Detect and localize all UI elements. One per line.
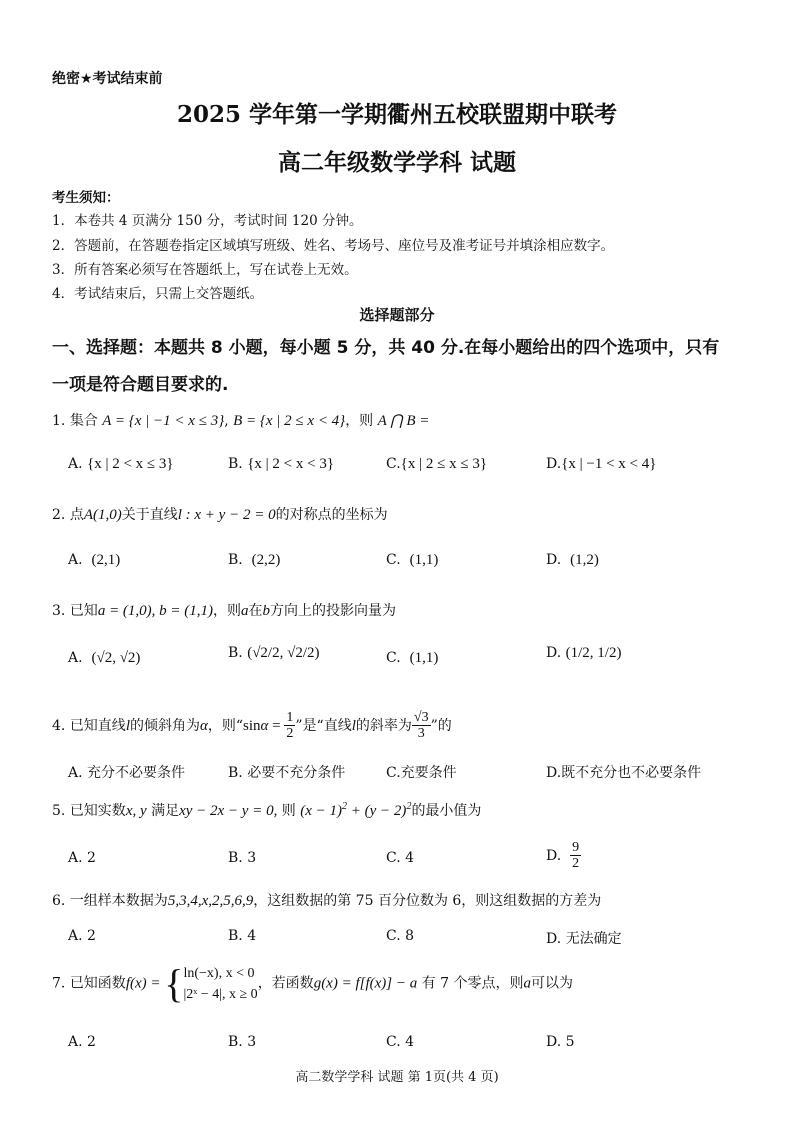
point-a: A(1,0) — [83, 507, 122, 523]
exam-subtitle: 高二年级数学学科 试题 — [277, 149, 516, 176]
option-a: A. {x | 2 < x ≤ 3} — [68, 456, 174, 472]
notice-item: 3．所有答案必须写在答题纸上，写在试卷上无效。 — [52, 262, 358, 278]
question-4: 4. 已知直线l的倾斜角为α，则“sinα = $\frac{1}{2}$ ”是“直线l的斜率为 $\frac{√3}{3}$ ”的 — [52, 710, 452, 742]
option-c: C. 4 — [386, 1034, 415, 1050]
question-7: 7. 已知函数f(x) = { ln(−x), x < 0 |2ˣ − 4|, x ≥ 0 ，若函数g(x) = f[f(x)] − a 有 7 个零点，则a可以为 — [52, 961, 574, 1006]
section-title: 选择题部分 — [359, 306, 435, 324]
part-instructions-line1: 一、选择题：本题共 8 小题，每小题 5 分，共 40 分.在每小题给出的四个选项中，只有 — [52, 338, 720, 358]
vectors: a = (1,0), b = (1,1) — [97, 603, 214, 619]
option-b: B. 3 — [228, 850, 257, 866]
notice-item: 2．答题前，在答题卷指定区域填写班级、姓名、考场号、座位号及准考证号并填涂相应数字。 — [52, 238, 615, 254]
option-d: D. $\frac{9}{2}$ — [546, 840, 580, 872]
option-d: D. (1,2) — [546, 552, 599, 568]
sample-data: 5,3,4,x,2,5,6,9 — [167, 893, 254, 909]
option-a: A. (2,1) — [68, 552, 121, 568]
option-c: C. (1,1) — [386, 552, 439, 568]
option-d: D. (1/2, 1/2) — [546, 645, 622, 661]
option-a: A. 2 — [68, 850, 96, 866]
question-text: 集合 — [69, 413, 98, 429]
option-b: B. 3 — [228, 1034, 257, 1050]
option-a: A. 2 — [68, 1034, 96, 1050]
piece-2: |2ˣ − 4|, x ≥ 0 — [183, 986, 258, 1002]
option-b: B. 必要不充分条件 — [228, 765, 346, 781]
option-c: C. (1,1) — [386, 650, 439, 666]
option-c: C.{x | 2 ≤ x ≤ 3} — [386, 456, 488, 472]
question-2: 2. 点A(1,0)关于直线l : x + y − 2 = 0的对称点的坐标为 — [52, 507, 388, 523]
question-3: 3. 已知a = (1,0), b = (1,1)，则a在b方向上的投影向量为 — [52, 603, 397, 619]
line-l: l : x + y − 2 = 0 — [177, 507, 276, 523]
option-b: B. 4 — [228, 928, 257, 944]
question-1: 1. 集合 A = {x | −1 < x ≤ 3}, B = {x | 2 ≤ x < 4}，则 A ⋂ B = — [52, 413, 430, 429]
question-6: 6. 一组样本数据为5,3,4,x,2,5,6,9，这组数据的第 75 百分位数为 6，则这组数据的方差为 — [52, 893, 602, 909]
option-c: C.充要条件 — [386, 765, 457, 781]
intersection-expr: A ⋂ B = — [377, 413, 430, 429]
question-5: 5. 已知实数x, y 满足xy − 2x − y = 0, 则 $(x - 1)^2 + (y - 2)^2$的最小值为 — [52, 801, 482, 819]
option-a: A. 2 — [68, 928, 96, 944]
piece-1: ln(−x), x < 0 — [183, 965, 255, 981]
set-b: B = {x | 2 ≤ x < 4} — [233, 413, 346, 429]
question-number: 1. — [52, 413, 66, 429]
option-b: B. (√2/2, √2/2) — [228, 645, 320, 661]
notice-item: 4．考试结束后，只需上交答题纸。 — [52, 286, 264, 302]
option-c: C. 8 — [386, 928, 415, 944]
option-d: D.既不充分也不必要条件 — [546, 765, 702, 781]
page-footer: 高二数学学科 试题 第 1页(共 4 页) — [295, 1070, 499, 1085]
option-d: D.{x | −1 < x < 4} — [546, 456, 657, 472]
option-a: A. 充分不必要条件 — [68, 765, 186, 781]
confidential-label: 绝密★考试结束前 — [52, 71, 163, 87]
set-a: A = {x | −1 < x ≤ 3} — [102, 413, 225, 429]
notice-heading: 考生须知： — [52, 190, 120, 206]
part-instructions-line2: 一项是符合题目要求的. — [52, 375, 229, 395]
exam-title: 2025 学年第一学期衢州五校联盟期中联考 — [176, 101, 618, 128]
option-b: B. (2,2) — [228, 552, 281, 568]
notice-item: 1．本卷共 4 页满分 150 分，考试时间 120 分钟。 — [52, 213, 363, 229]
option-d: D. 无法确定 — [546, 931, 622, 947]
option-a: A. (√2, √2) — [68, 650, 141, 666]
option-d: D. 5 — [546, 1034, 575, 1050]
option-b: B. {x | 2 < x < 3} — [228, 456, 335, 472]
option-c: C. 4 — [386, 850, 415, 866]
